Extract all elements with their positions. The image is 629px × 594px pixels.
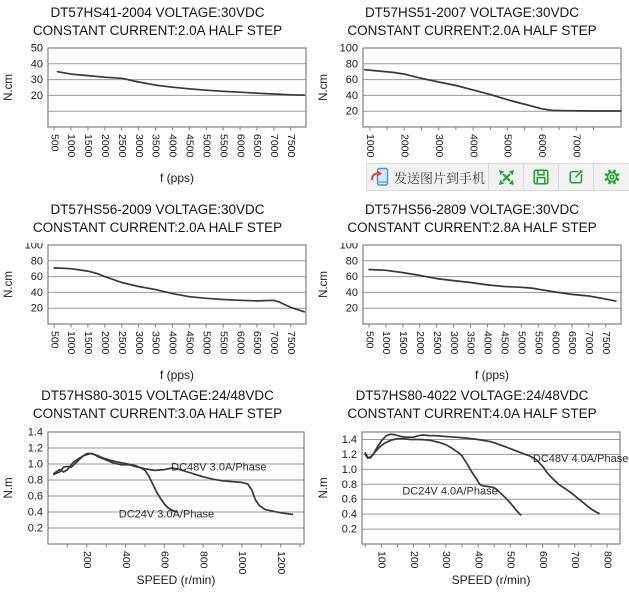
y-tick-label: 1.2	[27, 442, 43, 455]
series-curve	[365, 439, 521, 515]
chart-cell-dt57hs41-2004	[0, 4, 315, 194]
x-tick-label: 7500	[285, 134, 298, 158]
x-tick-label: 1200	[274, 551, 287, 575]
y-tick-label: 20	[30, 89, 43, 102]
y-axis-title: N.cm	[318, 271, 330, 298]
y-tick-label: 100	[24, 243, 43, 252]
series-curve	[365, 70, 621, 111]
save-button[interactable]	[524, 164, 559, 190]
send-to-phone-label: 发送图片到手机	[393, 170, 485, 186]
x-tick-label: 5000	[515, 331, 528, 355]
y-tick-label: 60	[30, 271, 43, 284]
chart-svg-DT57HS80-3015	[0, 427, 315, 594]
y-axis-title: N.m	[318, 477, 330, 499]
series-curve	[54, 454, 177, 512]
series-label: DC24V 4.0A/Phase	[402, 485, 498, 498]
series-curve	[369, 270, 616, 302]
fullscreen-icon	[498, 169, 515, 186]
chart-cell-dt57hs80-4022	[315, 387, 629, 594]
x-tick-label: 2000	[414, 331, 427, 355]
share-icon	[567, 168, 585, 186]
chart-title-line1: DT57HS51-2007 VOLTAGE:30VDC	[364, 5, 580, 20]
x-tick-label: 5000	[200, 331, 213, 355]
y-axis-title: N.cm	[3, 271, 15, 298]
y-tick-label: 100	[339, 243, 358, 252]
chart-title-line1: DT57HS80-3015 VOLTAGE:24/48VDC	[41, 388, 274, 403]
x-tick-label: 1000	[380, 331, 393, 355]
x-tick-label: 4000	[166, 331, 179, 355]
x-axis-title: SPEED (r/min)	[136, 573, 216, 587]
share-button[interactable]	[559, 164, 594, 190]
chart-svg-DT57HS56-2009	[0, 243, 315, 395]
y-tick-label: 80	[345, 255, 358, 268]
chart-plot	[315, 427, 629, 594]
x-tick-label: 2000	[99, 331, 112, 355]
y-tick-label: 0.4	[27, 506, 43, 519]
y-tick-label: 20	[30, 302, 43, 315]
fullscreen-button[interactable]	[489, 164, 524, 190]
y-tick-label: 1.4	[341, 433, 357, 446]
chart-cell-dt57hs56-2009	[0, 201, 315, 391]
x-tick-label: 4500	[183, 331, 196, 355]
x-tick-label: 800	[601, 551, 614, 569]
series-label: DC48V 4.0A/Phase	[532, 452, 629, 465]
x-tick-label: 6000	[234, 331, 247, 355]
settings-gear-icon	[603, 168, 621, 186]
x-tick-label: 2000	[398, 134, 411, 158]
y-tick-label: 1.0	[27, 458, 43, 471]
y-tick-label: 30	[30, 74, 43, 87]
x-tick-label: 1000	[364, 134, 377, 158]
y-tick-label: 50	[30, 44, 43, 55]
y-tick-label: 1.0	[341, 463, 357, 476]
y-tick-label: 40	[345, 286, 358, 299]
chart-title-line1: DT57HS56-2009 VOLTAGE:30VDC	[50, 202, 265, 217]
phone-icon	[370, 167, 389, 187]
x-tick-label: 2500	[115, 134, 128, 158]
x-tick-label: 6500	[566, 331, 579, 355]
x-axis-title: f (pps)	[159, 171, 195, 185]
x-tick-label: 6000	[549, 331, 562, 355]
plot-border	[363, 48, 621, 127]
chart-plot	[0, 427, 315, 594]
x-tick-label: 7500	[600, 331, 613, 355]
chart-svg-DT57HS56-2809	[315, 243, 629, 395]
x-tick-label: 1000	[65, 134, 78, 158]
x-tick-label: 6000	[234, 134, 247, 158]
x-tick-label: 4000	[481, 331, 494, 355]
x-tick-label: 700	[569, 551, 582, 569]
chart-plot	[315, 243, 629, 400]
x-tick-label: 300	[440, 551, 453, 569]
x-tick-label: 6000	[536, 134, 549, 158]
x-tick-label: 200	[81, 551, 94, 569]
x-tick-label: 1000	[236, 551, 249, 575]
x-tick-label: 6500	[251, 331, 264, 355]
y-tick-label: 0.2	[27, 522, 43, 535]
x-tick-label: 3500	[149, 134, 162, 158]
y-tick-label: 80	[345, 58, 358, 71]
x-tick-label: 3000	[447, 331, 460, 355]
x-tick-label: 400	[119, 551, 132, 569]
x-tick-label: 3500	[149, 331, 162, 355]
y-tick-label: 20	[345, 105, 358, 118]
save-icon	[532, 168, 550, 186]
series-curve	[58, 72, 305, 95]
x-tick-label: 7000	[583, 331, 596, 355]
y-tick-label: 80	[30, 255, 43, 268]
chart-svg-DT57HS41-2004	[0, 44, 315, 196]
plot-border	[48, 245, 306, 324]
x-tick-label: 3000	[132, 134, 145, 158]
x-tick-label: 400	[472, 551, 485, 569]
y-tick-label: 60	[345, 271, 358, 284]
chart-title-line1: DT57HS80-4022 VOLTAGE:24/48VDC	[355, 388, 589, 403]
x-tick-label: 500	[48, 331, 61, 349]
y-axis-title: N.cm	[318, 74, 330, 101]
y-tick-label: 40	[345, 89, 358, 102]
series-label: DC48V 3.0A/Phase	[171, 461, 267, 474]
x-tick-label: 4000	[166, 134, 179, 158]
chart-title-line2: CONSTANT CURRENT:2.8A HALF STEP	[347, 220, 597, 235]
y-tick-label: 0.2	[341, 523, 357, 536]
chart-plot	[0, 44, 315, 201]
x-tick-label: 500	[504, 551, 517, 569]
y-tick-label: 40	[30, 286, 43, 299]
x-tick-label: 1500	[82, 331, 95, 355]
chart-cell-dt57hs80-3015	[0, 387, 315, 594]
y-tick-label: 0.4	[341, 508, 357, 521]
x-axis-title: f (pps)	[474, 368, 510, 382]
x-tick-label: 3000	[432, 134, 445, 158]
y-tick-label: 1.4	[27, 427, 43, 439]
x-tick-label: 800	[197, 551, 210, 569]
plot-border	[48, 432, 304, 544]
x-tick-label: 2500	[115, 331, 128, 355]
y-tick-label: 0.8	[341, 478, 357, 491]
x-tick-label: 4500	[498, 331, 511, 355]
x-tick-label: 5000	[200, 134, 213, 158]
x-tick-label: 4500	[183, 134, 196, 158]
x-tick-label: 600	[536, 551, 549, 569]
x-tick-label: 1500	[82, 134, 95, 158]
x-tick-label: 500	[363, 331, 376, 349]
x-tick-label: 5500	[217, 331, 230, 355]
chart-plot	[0, 243, 315, 400]
x-tick-label: 4000	[467, 134, 480, 158]
chart-svg-DT57HS80-4022	[315, 427, 629, 594]
x-tick-label: 600	[158, 551, 171, 569]
x-tick-label: 2500	[430, 331, 443, 355]
x-tick-label: 3500	[464, 331, 477, 355]
chart-cell-dt57hs56-2809	[315, 201, 629, 391]
chart-title-line1: DT57HS41-2004 VOLTAGE:30VDC	[50, 5, 265, 20]
image-viewer-toolbar	[366, 163, 629, 191]
send-to-phone-button[interactable]	[367, 164, 489, 190]
x-tick-label: 7500	[285, 331, 298, 355]
x-tick-label: 200	[407, 551, 420, 569]
x-tick-label: 100	[375, 551, 388, 569]
series-curve	[365, 434, 599, 513]
series-label: DC24V 3.0A/Phase	[118, 508, 215, 521]
x-tick-label: 1000	[65, 331, 78, 355]
x-tick-label: 6500	[251, 134, 264, 158]
y-tick-label: 20	[345, 302, 358, 315]
chart-title-line1: DT57HS56-2809 VOLTAGE:30VDC	[364, 202, 580, 217]
x-tick-label: 5000	[501, 134, 514, 158]
y-tick-label: 100	[339, 44, 358, 55]
x-tick-label: 500	[48, 134, 61, 152]
y-tick-label: 40	[30, 58, 43, 71]
y-tick-label: 0.8	[27, 474, 43, 487]
chart-title-line2: CONSTANT CURRENT:3.0A HALF STEP	[32, 406, 283, 421]
y-tick-label: 1.2	[341, 448, 357, 461]
chart-title-line2: CONSTANT CURRENT:4.0A HALF STEP	[347, 406, 597, 421]
chart-title-line2: CONSTANT CURRENT:2.0A HALF STEP	[32, 220, 283, 235]
chart-title-line2: CONSTANT CURRENT:2.0A HALF STEP	[32, 23, 283, 38]
x-tick-label: 5500	[217, 134, 230, 158]
x-tick-label: 7000	[570, 134, 583, 158]
y-axis-title: N.m	[3, 477, 15, 499]
x-tick-label: 7000	[268, 331, 281, 355]
x-tick-label: 3000	[132, 331, 145, 355]
y-axis-title: N.cm	[3, 74, 15, 101]
y-tick-label: 0.6	[341, 493, 357, 506]
x-tick-label: 1500	[397, 331, 410, 355]
chart-title-line2: CONSTANT CURRENT:2.0A HALF STEP	[347, 23, 597, 38]
series-curve	[54, 268, 304, 312]
x-tick-label: 5500	[532, 331, 545, 355]
y-tick-label: 60	[345, 74, 358, 87]
y-tick-label: 0.6	[27, 490, 43, 503]
x-tick-label: 7000	[268, 134, 281, 158]
x-axis-title: f (pps)	[159, 368, 195, 382]
x-tick-label: 2000	[99, 134, 112, 158]
settings-button[interactable]	[594, 164, 629, 190]
x-axis-title: SPEED (r/min)	[451, 573, 531, 587]
